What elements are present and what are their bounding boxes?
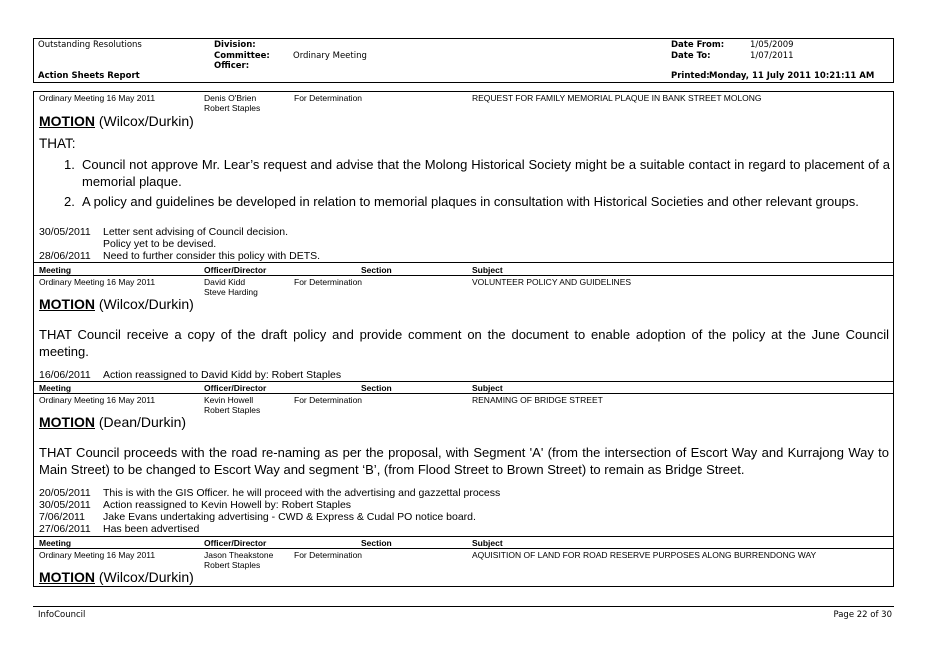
action-date: 16/06/2011 — [39, 369, 91, 381]
item-subject: VOLUNTEER POLICY AND GUIDELINES — [472, 277, 632, 287]
motion-heading — [39, 414, 186, 431]
date-from-label: Date From: — [671, 40, 725, 50]
col-header-subject: Subject — [472, 383, 503, 393]
printed-value: Monday, 11 July 2011 10:21:11 AM — [709, 71, 875, 81]
item-director: Robert Staples — [204, 405, 261, 415]
resolution-list-item: Council not approve Mr. Lear’s request and advise that the Molong Historical Society might be a suitable contact in regard to placement of a memorial plaque. — [82, 157, 890, 189]
col-header-officer: Officer/Director — [204, 265, 267, 275]
committee-label: Committee: — [214, 51, 270, 61]
action-date: 27/06/2011 — [39, 523, 91, 535]
committee-value: Ordinary Meeting — [293, 51, 367, 61]
col-header-meeting: Meeting — [39, 538, 72, 548]
item-meeting: Ordinary Meeting 16 May 2011 — [39, 550, 156, 560]
action-text: This is with the GIS Officer. he will proceed with the advertising and gazzettal process — [103, 487, 501, 499]
action-date: 20/05/2011 — [39, 487, 91, 499]
col-header-section: Section — [361, 383, 392, 393]
motion-movers: (Wilcox/Durkin) — [98, 113, 194, 129]
item-director: Steve Harding — [204, 287, 258, 297]
col-header-meeting: Meeting — [39, 383, 72, 393]
row-divider — [33, 275, 894, 276]
row-divider — [33, 536, 894, 537]
item-director: Robert Staples — [204, 103, 261, 113]
action-date: 30/05/2011 — [39, 499, 91, 511]
footer-brand: InfoCouncil — [38, 610, 86, 620]
col-header-section: Section — [361, 538, 392, 548]
action-date: 28/06/2011 — [39, 250, 91, 262]
col-header-section: Section — [361, 265, 392, 275]
item-subject: AQUISITION OF LAND FOR ROAD RESERVE PURPOSES ALONG BURRENDONG WAY — [472, 550, 817, 560]
action-entry — [39, 523, 199, 535]
item-section: For Determination — [294, 277, 363, 287]
resolution-text: THAT Council receive a copy of the draft policy and provide comment on the document to enable adoption of the policy at the June Council meeting. — [39, 327, 889, 359]
item-meeting: Ordinary Meeting 16 May 2011 — [39, 395, 156, 405]
row-divider — [33, 262, 894, 263]
item-subject: RENAMING OF BRIDGE STREET — [472, 395, 603, 405]
motion-movers: (Wilcox/Durkin) — [98, 569, 194, 585]
item-officer: Jason Theakstone — [204, 550, 274, 560]
action-text: Policy yet to be devised. — [103, 238, 217, 250]
report-name: Action Sheets Report — [38, 71, 140, 81]
motion-label: MOTION — [39, 569, 95, 585]
resolution-that: THAT: — [39, 136, 76, 151]
officer-label: Officer: — [214, 61, 250, 71]
motion-heading — [39, 296, 194, 313]
action-entry — [39, 238, 216, 250]
footer-rule — [33, 606, 894, 607]
row-divider — [33, 548, 894, 549]
division-label: Division: — [214, 40, 256, 50]
motion-heading — [39, 569, 194, 586]
item-meeting: Ordinary Meeting 16 May 2011 — [39, 277, 156, 287]
motion-movers: (Wilcox/Durkin) — [98, 296, 194, 312]
action-text: Action reassigned to Kevin Howell by: Robert Staples — [103, 499, 352, 511]
action-entry — [39, 250, 320, 262]
action-entry — [39, 226, 288, 238]
item-subject: REQUEST FOR FAMILY MEMORIAL PLAQUE IN BANK STREET MOLONG — [472, 93, 762, 103]
col-header-officer: Officer/Director — [204, 538, 267, 548]
item-director: Robert Staples — [204, 560, 261, 570]
item-officer: Kevin Howell — [204, 395, 254, 405]
motion-label: MOTION — [39, 296, 95, 312]
action-date: 7/06/2011 — [39, 511, 85, 523]
item-meeting: Ordinary Meeting 16 May 2011 — [39, 93, 156, 103]
action-text: Letter sent advising of Council decision. — [103, 226, 289, 238]
item-officer: David Kidd — [204, 277, 246, 287]
action-text: Has been advertised — [103, 523, 200, 535]
item-section: For Determination — [294, 395, 363, 405]
col-header-subject: Subject — [472, 265, 503, 275]
item-officer: Denis O'Brien — [204, 93, 257, 103]
motion-label: MOTION — [39, 113, 95, 129]
motion-movers: (Dean/Durkin) — [98, 414, 187, 430]
printed-label: Printed: — [671, 71, 710, 81]
action-date: 30/05/2011 — [39, 226, 91, 238]
action-text: Jake Evans undertaking advertising - CWD & Express & Cudal PO notice board. — [103, 511, 476, 523]
action-entry — [39, 487, 500, 499]
col-header-subject: Subject — [472, 538, 503, 548]
date-to-label: Date To: — [671, 51, 711, 61]
action-entry — [39, 511, 476, 523]
motion-label: MOTION — [39, 414, 95, 430]
action-text: Need to further consider this policy with DETS. — [103, 250, 321, 262]
date-from-value: 1/05/2009 — [750, 40, 794, 50]
row-divider — [33, 393, 894, 394]
col-header-officer: Officer/Director — [204, 383, 267, 393]
row-divider — [33, 381, 894, 382]
list-number: 1. — [64, 157, 75, 172]
item-section: For Determination — [294, 93, 363, 103]
resolution-list-item: A policy and guidelines be developed in relation to memorial plaques in consultation with Historical Societies and other relevant groups. — [82, 194, 859, 209]
page-number: Page 22 of 30 — [833, 610, 892, 620]
date-to-value: 1/07/2011 — [750, 51, 794, 61]
action-text: Action reassigned to David Kidd by: Robert Staples — [103, 369, 342, 381]
resolution-text: THAT Council proceeds with the road re-naming as per the proposal, with Segment 'A' (from the intersection of Escort Way and Kurrajong Way to Main Street) to be changed to Escort Way and segment ‘B’, (from Flood Street to Brown Street) to remain as Bridge Street. — [39, 445, 889, 477]
motion-heading — [39, 113, 194, 130]
action-entry — [39, 499, 351, 511]
item-section: For Determination — [294, 550, 363, 560]
col-header-meeting: Meeting — [39, 265, 72, 275]
report-title: Outstanding Resolutions — [38, 40, 142, 50]
list-number: 2. — [64, 194, 75, 209]
action-entry — [39, 369, 341, 381]
